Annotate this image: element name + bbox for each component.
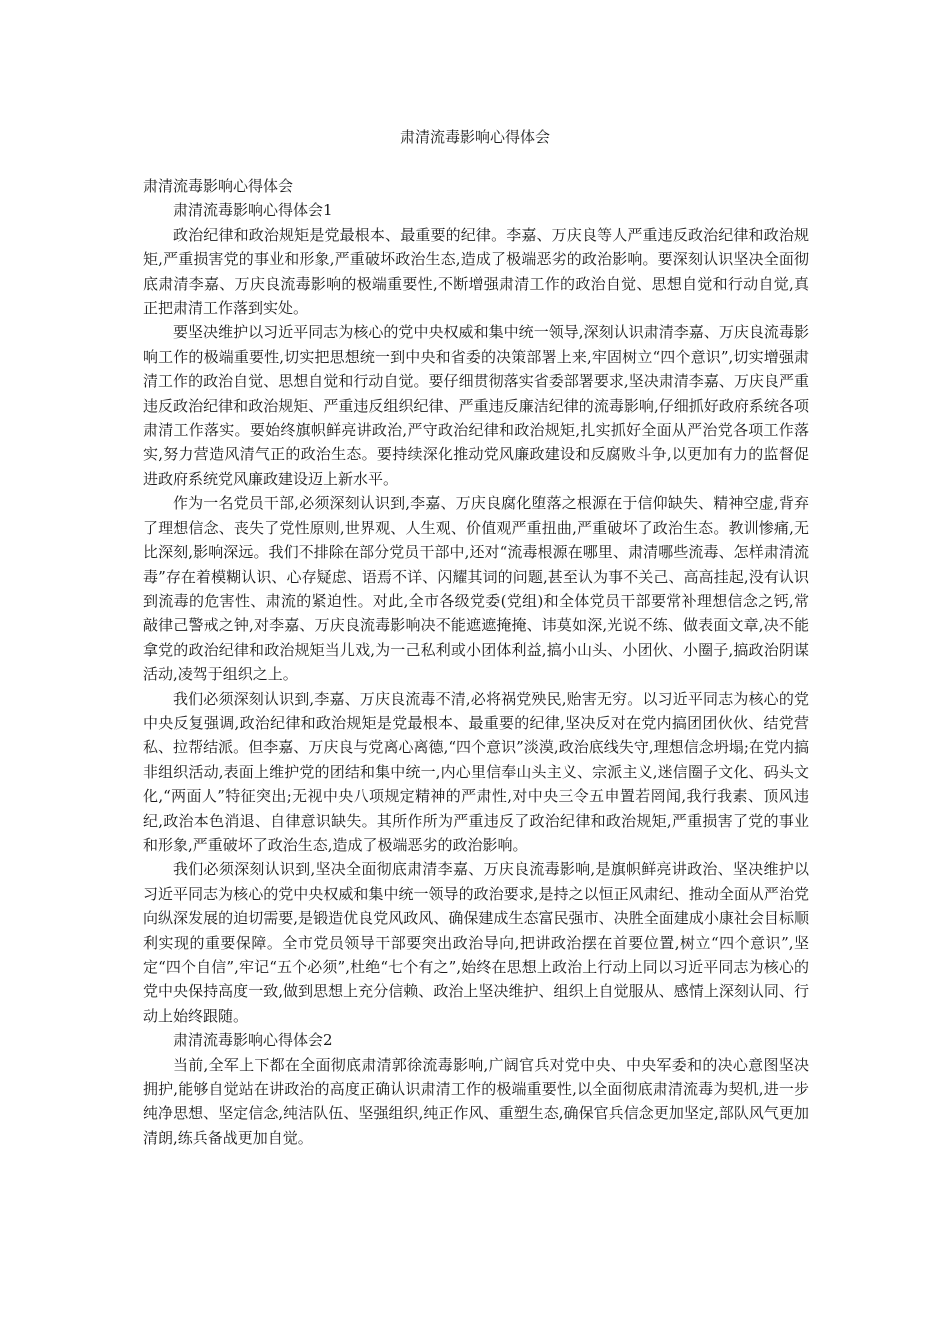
paragraph: 政治纪律和政治规矩是党最根本、最重要的纪律。李嘉、万庆良等人严重违反政治纪律和政治规矩,严重损害党的事业和形象,严重破坏政治生态,造成了极端恶劣的政治影响。要深刻认识坚决全面彻底肃清李嘉、万庆良流毒影响的极端重要性,不断增强肃清工作的政治自觉、思想自觉和行动自觉,真正把肃清工作落到实处。: [143, 225, 809, 318]
document-body: [143, 174, 809, 1150]
paragraph: 我们必须深刻认识到,坚决全面彻底肃清李嘉、万庆良流毒影响,是旗帜鲜亮讲政治、坚决维护以习近平同志为核心的党中央权威和集中统一领导的政治要求,是持之以恒正风肃纪、推动全面从严治党向纵深发展的迫切需要,是锻造优良党风政风、确保建成生态富民强市、决胜全面建成小康社会目标顺利实现的重要保障。全市党员领导干部要突出政治导向,把讲政治摆在首要位置,树立“四个意识”,坚定“四个自信”,牢记“五个必须”,杜绝“七个有之”,始终在思想上政治上行动上同以习近平同志为核心的党中央保持高度一致,做到思想上充分信赖、政治上坚决维护、组织上自觉服从、感情上深刻认同、行动上始终跟随。: [143, 860, 809, 1025]
document-subtitle: 肃清流毒影响心得体会: [143, 177, 294, 195]
paragraph: 作为一名党员干部,必须深刻认识到,李嘉、万庆良腐化堕落之根源在于信仰缺失、精神空虚,背弃了理想信念、丧失了党性原则,世界观、人生观、价值观严重扭曲,严重破坏了政治生态。教训惨痛,无比深刻,影响深远。我们不排除在部分党员干部中,还对“流毒根源在哪里、肃清哪些流毒、怎样肃清流毒”存在着模糊认识、心存疑虑、语焉不详、闪耀其词的问题,甚至认为事不关己、高高挂起,没有认识到流毒的危害性、肃流的紧迫性。对此,全市各级党委(党组)和全体党员干部要常补理想信念之钙,常敲律己警戒之钟,对李嘉、万庆良流毒影响决不能遮遮掩掩、讳莫如深,光说不练、做表面文章,决不能拿党的政治纪律和政治规矩当儿戏,为一己私利或小团体利益,搞小山头、小团伙、小圈子,搞政治阴谋活动,凌驾于组织之上。: [143, 494, 809, 684]
section-heading-1: 肃清流毒影响心得体会1: [173, 201, 333, 220]
section-heading-2: 肃清流毒影响心得体会2: [173, 1031, 333, 1050]
paragraph: 当前,全军上下都在全面彻底肃清郭徐流毒影响,广阔官兵对党中央、中央军委和的决心意图坚决拥护,能够自觉站在讲政治的高度正确认识肃清工作的极端重要性,以全面彻底肃清流毒为契机,进一步纯净思想、坚定信念,纯洁队伍、坚强组织,纯正作风、重塑生态,确保官兵信念更加坚定,部队风气更加清朗,练兵备战更加自觉。: [143, 1055, 809, 1147]
document-title: 肃清流毒影响心得体会: [399, 128, 550, 146]
paragraph: 要坚决维护以习近平同志为核心的党中央权威和集中统一领导,深刻认识肃清李嘉、万庆良流毒影响工作的极端重要性,切实把思想统一到中央和省委的决策部署上来,牢固树立“四个意识”,切实增强肃清工作的政治自觉、思想自觉和行动自觉。要仔细贯彻落实省委部署要求,坚决肃清李嘉、万庆良严重违反政治纪律和政治规矩、严重违反组织纪律、严重违反廉洁纪律的流毒影响,仔细抓好政府系统各项肃清工作落实。要始终旗帜鲜亮讲政治,严守政治纪律和政治规矩,扎实抓好全面从严治党各项工作落实,努力营造风清气正的政治生态。要持续深化推动党风廉政建设和反腐败斗争,以更加有力的监督促进政府系统党风廉政建设迈上新水平。: [143, 323, 809, 488]
paragraph: 我们必须深刻认识到,李嘉、万庆良流毒不清,必将祸党殃民,贻害无穷。以习近平同志为核心的党中央反复强调,政治纪律和政治规矩是党最根本、最重要的纪律,坚决反对在党内搞团团伙伙、结党营私、拉帮结派。但李嘉、万庆良与党离心离德,“四个意识”淡漠,政治底线失守,理想信念坍塌;在党内搞非组织活动,表面上维护党的团结和集中统一,内心里信奉山头主义、宗派主义,迷信圈子文化、码头文化,“两面人”特征突出;无视中央八项规定精神的严肃性,对中央三令五申置若罔闻,我行我素、顶风违纪,政治本色消退、自律意识缺失。其所作所为严重违反了政治纪律和政治规矩,严重损害了党的事业和形象,严重破坏了政治生态,造成了极端恶劣的政治影响。: [143, 689, 809, 854]
